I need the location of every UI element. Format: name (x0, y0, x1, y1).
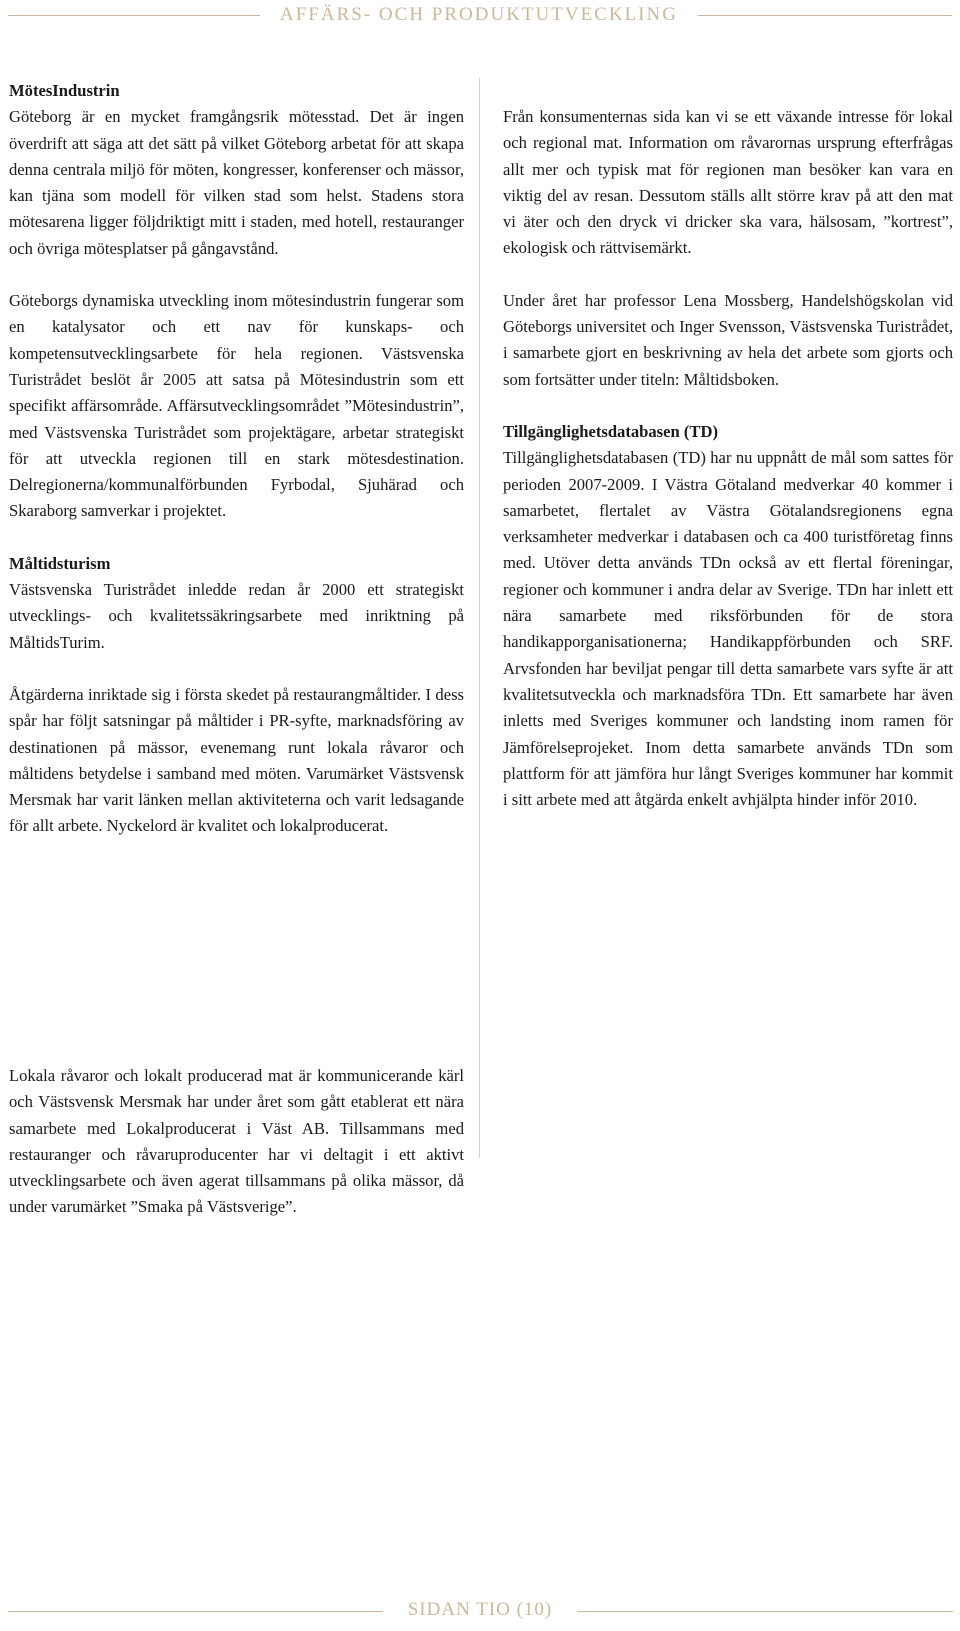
footer-rule-right (577, 1611, 953, 1612)
right-column (503, 104, 953, 839)
header-rule-right (698, 15, 952, 16)
paragraph: Under året har professor Lena Mossberg, Handelshögskolan vid Göteborgs universitet och Inger Svensson, Västsvenska Turistrådet, i samarbete gjort en beskrivning av hela det arbete som gjorts och som fortsätter under titeln: Måltidsboken. (503, 290, 953, 389)
paragraph: Från konsumenternas sida kan vi se ett växande intresse för lokal och regional mat. Information om råvarornas ursprung efterfrågas allt mer och typisk mat för regionen man besöker kan vara en viktig del av resan. Dessutom ställs allt större krav på att den mat vi äter och den dryck vi dricker ska vara, hälsosam, ”kortrest”, ekologisk och rättvisemärkt. (503, 107, 953, 258)
paragraph: Göteborgs dynamiska utveckling inom mötesindustrin fungerar som en katalysator och ett nav för kunskaps- och kompetensutvecklingsarbete för hela regionen. Västsvenska Turistrådet beslöt år 2005 att satsa på Mötesindustrin som ett specifikt affärsområde. Affärsutvecklingsområdet ”Mötesindustrin”, med Västsvenska Turistrådet som projektägare, arbetar strategiskt för att utveckla regionen till en stark mötesdestination. Delregionerna/kommunalförbunden Fyrbodal, Sjuhärad och Skaraborg samverkar i projektet. (9, 291, 464, 521)
header-title: AFFÄRS- OCH PRODUKTUTVECKLING (280, 4, 678, 25)
section-heading-motesindustrin: MötesIndustrin (9, 81, 120, 100)
page-footer (0, 1599, 960, 1623)
paragraph: Åtgärderna inriktade sig i första skedet på restaurangmåltider. I dess spår har följt satsningar på måltider i PR-syfte, marknadsföring av destinationen på mässor, evenemang runt lokala råvaror och måltidens betydelse i samband med möten. Varumärket Västsvensk Mersmak har varit länken mellan aktiviteterna och varit ledsagande för allt arbete. Nyckelord är kvalitet och lokalproducerat. (9, 684, 464, 836)
column-divider (479, 78, 480, 1158)
page-number: SIDAN TIO (10) (407, 1599, 553, 1620)
section-heading-maltidsturism: Måltidsturism (9, 553, 111, 573)
page-header (0, 4, 960, 26)
paragraph: Tillgänglighetsdatabasen (TD) har nu uppnått de mål som sattes för perioden 2007-2009. I Västra Götaland medverkar 40 kommer i samarbetet, flertalet av Västra Götalandsregionens egna verksamheter medverkar i databasen och ca 400 turistföretag finns med. Utöver detta används TDn också av ett flertal föreningar, regioner och kommuner i andra delar av Sverige. TDn har inlett ett nära samarbete med riksförbunden för de stora handikapporganisationerna; Handikappförbunden och SRF. Arvsfonden har beviljat pengar till detta samarbete vars syfte är att kvalitetsutveckla och marknadsföra TDn. Ett samarbete har även inletts med Sveriges kommuner och landsting inom ramen för Jämförelseprojeket. Inom detta samarbete används TDn som plattform för att jämföra hur långt Sveriges kommuner har kommit i sitt arbete med att åtgärda enkelt avhjälpta hinder inför 2010. (503, 448, 953, 810)
paragraph: Göteborg är en mycket framgångsrik mötesstad. Det är ingen överdrift att säga att det sätt på vilket Göteborg arbetat för att skapa denna centrala miljö för möten, kongresser, konferenser och mässor, kan tjäna som modell för vilken stad som helst. Stadens stora mötesarena ligger följdriktigt mitt i staden, med hotell, restauranger och övriga mötesplatser på gångavstånd. (9, 107, 464, 258)
footer-rule-left (8, 1611, 383, 1612)
header-rule-left (8, 15, 260, 16)
left-column (9, 78, 464, 866)
section-heading-tillganglighetsdatabasen: Tillgänglighetsdatabasen (TD) (503, 421, 718, 441)
paragraph: Västsvenska Turistrådet inledde redan år 2000 ett strategiskt utvecklings- och kvalitetssäkringsarbete med inriktning på MåltidsTurim. (9, 580, 464, 652)
paragraph-lokala-ravaror: Lokala råvaror och lokalt producerad mat är kommunicerande kärl och Västsvensk Mersmak har under året som gått etablerat ett nära samarbete med Lokalproducerat i Väst AB. Tillsammans med restauranger och råvaruproducenter har vi deltagit i ett aktivt utvecklingsarbete och även agerat tillsammans på olika mässor, då under varumärket ”Smaka på Västsverige”. (9, 1066, 464, 1217)
